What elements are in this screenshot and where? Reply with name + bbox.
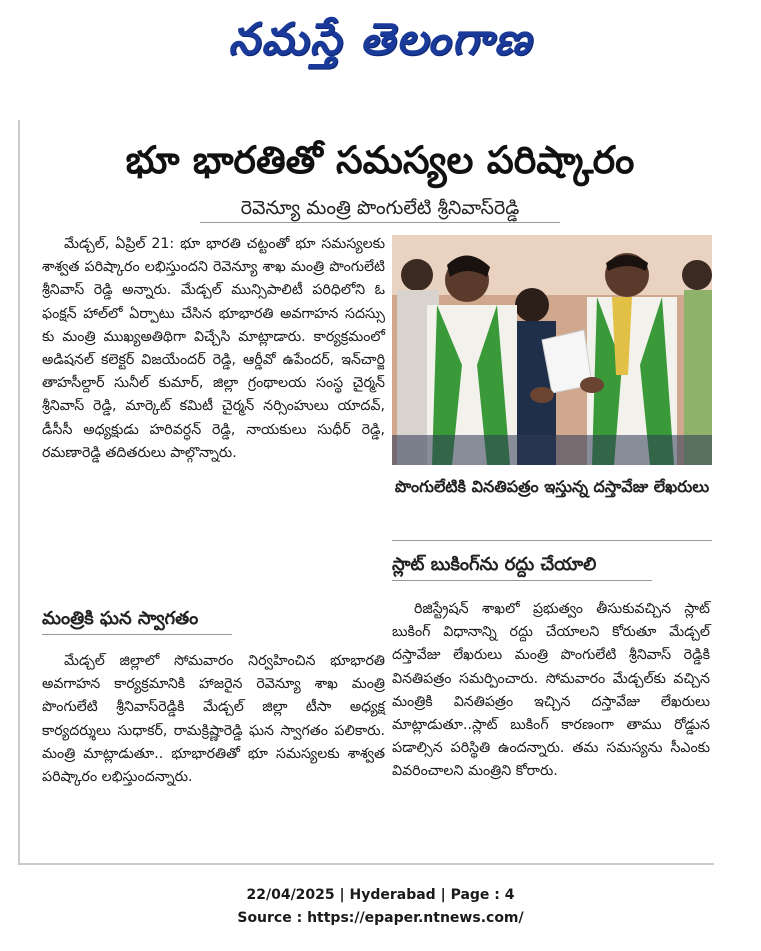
subhead-slot-booking: స్లాట్ బుకింగ్‌ను రద్దు చేయాలి: [392, 550, 652, 581]
subhead-welcome: మంత్రికి ఘన స్వాగతం: [42, 604, 232, 635]
welcome-paragraph: మేడ్చల్ జిల్లాలో సోమవారం నిర్వహించిన భూభారతి అవగాహన కార్యక్రమానికి హాజరైన రెవెన్యూ శాఖ మంత్రి పొంగులేటి శ్రీనివాస్‌రెడ్డికి మేడ్చల్ జిల్లా టీసా అధ్యక్ష కార్యదర్శులు సుధాకర్, రామక్రిష్ణారెడ్డి ఘన స్వాగతం పలికారు. మంత్రి మాట్లాడుతూ.. భూభారతితో భూ సమస్యలకు శాశ్వత పరిష్కారం లభిస్తుందన్నారు.: [42, 653, 385, 786]
footer-source-line: Source : https://epaper.ntnews.com/: [237, 910, 524, 926]
footer-date-line: 22/04/2025 | Hyderabad | Page : 4: [246, 887, 515, 903]
slot-booking-section: [392, 598, 710, 784]
article-byline: రెవెన్యూ మంత్రి పొంగులేటి శ్రీనివాస్‌రెడ్డి: [200, 193, 560, 223]
news-photo-illustration: [392, 235, 712, 465]
article-headline: భూ భారతితో సమస్యల పరిష్కారం: [125, 138, 635, 182]
masthead: [0, 0, 761, 90]
photo-caption: పొంగులేటికి వినతిపత్రం ఇస్తున్న దస్తావేజు లేఖరులు: [394, 477, 710, 496]
welcome-section: [42, 650, 385, 789]
masthead-logo-text: నమస్తే తెలంగాణ: [228, 14, 533, 65]
news-photo: [392, 235, 712, 465]
article-lead-paragraph: మేడ్చల్, ఏప్రిల్ 21: భూ భారతి చట్టంతో భూ సమస్యలకు శాశ్వత పరిష్కారం లభిస్తుందని రెవెన్యూ శాఖ మంత్రి పొంగులేటి శ్రీనివాస్ రెడ్డి అన్నారు. మేడ్చల్ మున్సిపాలిటీ పరిధిలోని ఓ ఫంక్షన్ హాల్‌లో ఏర్పాటు చేసిన భూభారతి అవగాహన సదస్సు కు మంత్రి ముఖ్యఅతిథిగా విచ్చేసి మాట్లాడారు. కార్యక్రమంలో అడిషనల్ కలెక్టర్ విజయేందర్ రెడ్డి, ఆర్డీవో ఉపేందర్, ఇన్‌చార్జి తాహసీల్దార్ సునీల్ కుమార్, జిల్లా గ్రంథాలయ సంస్థ చైర్మన్ శ్రీనివాస్ రెడ్డి, మార్కెట్ కమిటీ చైర్మన్ నర్సింహులు యాదవ్, డీసీసీ అధ్యక్షుడు హరివర్ధన్ రెడ్డి, నాయకులు సుధీర్ రెడ్డి, రమణారెడ్డి తదితరులు పాల్గొన్నారు.: [42, 236, 385, 461]
page-footer: [0, 884, 761, 930]
slot-booking-paragraph: రిజిస్ట్రేషన్ శాఖలో ప్రభుత్వం తీసుకువచ్చిన స్లాట్ బుకింగ్ విధానాన్ని రద్దు చేయాలని కోరుతూ మేడ్చల్ దస్తావేజు లేఖరులు మంత్రి పొంగులేటి శ్రీనివాస్ రెడ్డికి వినతిపత్రం సమర్పించారు. సోమవారం మేడ్చల్‌కు వచ్చిన మంత్రికి వినతిపత్రం ఇచ్చిన దస్తావేజు లేఖరులు మాట్లాడుతూ..స్లాట్ బుకింగ్ కారణంగా తాము రోడ్డున పడాల్సిన పరిస్థితి ఉందన్నారు. తమ సమస్యను సీఎంకు వివరించాలని మంత్రిని కోరారు.: [392, 601, 710, 780]
article-lead-column: [42, 233, 385, 465]
caption-divider: [392, 540, 712, 541]
